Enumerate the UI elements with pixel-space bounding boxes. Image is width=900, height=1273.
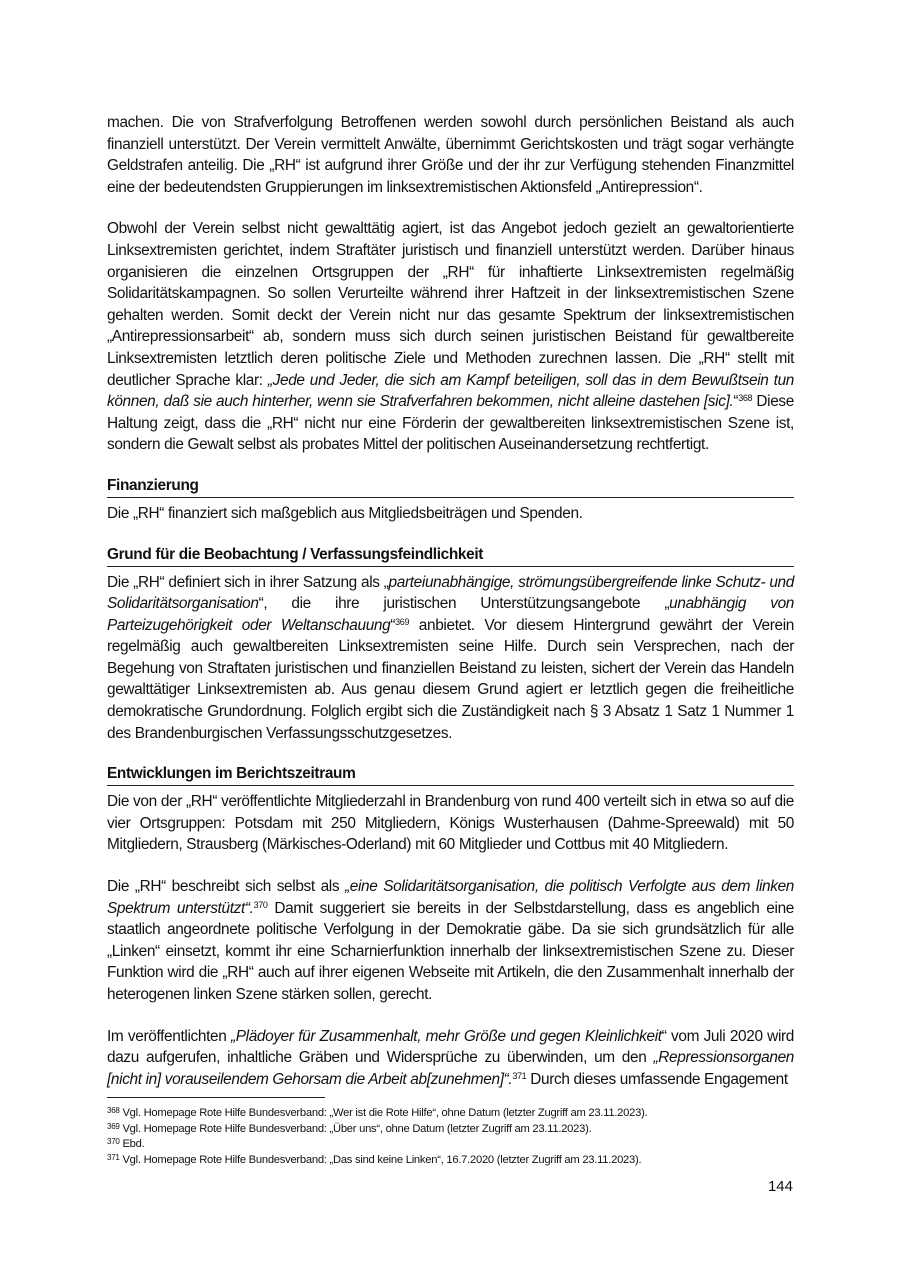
paragraph-7-text-c: Durch dieses umfassende Engagement bbox=[526, 1070, 788, 1088]
footnote-text: Vgl. Homepage Rote Hilfe Bundesverband: „Das sind keine Linken“, 16.7.2020 (letzter Zugriff am 23.11.2023). bbox=[122, 1153, 642, 1166]
quote-satzung: parteiunabhängige, strömungsübergreifende linke Schutz- und Solidaritätsorganisation bbox=[107, 573, 794, 613]
paragraph-4 bbox=[107, 572, 794, 745]
footnote-number: 369 bbox=[107, 1121, 120, 1131]
paragraph-2-text-a: Obwohl der Verein selbst nicht gewalttätig agiert, ist das Angebot jedoch gezielt an gewaltorientierte Linksextremisten gerichtet, indem Straftäter juristisch und finanziell unterstützt werden. Darüber hinaus organisieren die einzelnen Ortsgruppen der „RH“ für inhaftierte Linksextremisten regelmäßig Solidaritätskampagnen. So sollen Verurteilte während ihrer Haftzeit in der linksextremistischen Szene gehalten werden. Somit deckt der Verein nicht nur das gesamte Spektrum der linksextremistischen „Antirepressionsarbeit“ ab, sondern muss sich durch seinen juristischen Beistand für gewaltbereite Linksextremisten letztlich deren politische Ziele und Methoden zurechnen lassen. Die „RH“ stellt mit deutlicher Sprache klar: bbox=[107, 220, 794, 389]
paragraph-6-text-a: Die „RH“ beschreibt sich selbst als bbox=[107, 878, 345, 896]
footnote-369 bbox=[107, 1122, 794, 1138]
paragraph-6 bbox=[107, 876, 794, 1006]
footnote-number: 368 bbox=[107, 1106, 120, 1115]
footnote-368 bbox=[107, 1106, 794, 1122]
paragraph-7-text-a: Im veröffentlichten bbox=[107, 1027, 231, 1045]
footnote-ref-368[interactable]: 368 bbox=[738, 393, 753, 404]
quote-371: „Repressionsorganen [nicht in] vorauseilendem Gehorsam die Arbeit ab[zunehmen]“. bbox=[107, 1049, 794, 1088]
paragraph-2 bbox=[107, 218, 794, 456]
footnote-371 bbox=[107, 1153, 794, 1169]
quote-unabhaengig: unabhängig von Parteizugehörigkeit oder Weltanschauung bbox=[107, 595, 794, 634]
footnote-number: 371 bbox=[107, 1152, 120, 1162]
paragraph-4-text-a: Die „RH“ definiert sich in ihrer Satzung als „ bbox=[107, 573, 389, 591]
paragraph-4-text-c: “ bbox=[390, 616, 396, 634]
quote-370: „eine Solidaritätsorganisation, die politisch Verfolgte aus dem linken Spektrum unterstützt“. bbox=[107, 878, 795, 917]
paragraph-7-text-b: “ vom Juli 2020 wird dazu aufgerufen, inhaltliche Gräben und Widersprüche zu überwinden, um den bbox=[107, 1027, 794, 1067]
footnotes bbox=[107, 1106, 794, 1168]
footnote-370 bbox=[107, 1137, 794, 1153]
page-number: 144 bbox=[767, 1178, 793, 1195]
heading-finanzierung: Finanzierung bbox=[107, 476, 794, 498]
paragraph-4-text-b: “, die ihre juristischen Unterstützungsangebote „ bbox=[258, 595, 670, 613]
footnote-ref-369[interactable]: 369 bbox=[395, 616, 410, 627]
footnote-divider bbox=[107, 1097, 325, 1098]
footnote-text: Vgl. Homepage Rote Hilfe Bundesverband: „Wer ist die Rote Hilfe“, ohne Datum (letzter Zugriff am 23.11.2023). bbox=[122, 1107, 648, 1119]
paragraph-6-text-b: Damit suggeriert sie bereits in der Selbstdarstellung, dass es angeblich eine staatlich angeordnete politische Verfolgung in der Demokratie gäbe. Da sie sich grundsätzlich für alle „Linken“ einsetzt, kommt ihr eine Scharnierfunktion innerhalb der linksextremistischen Szene zu. Dieser Funktion wird die „RH“ auch auf ihrer eigenen Webseite mit Artikeln, die den Zusammenhalt innerhalb der heterogenen linken Szene stärken sollen, gerecht. bbox=[107, 899, 794, 1003]
footnote-ref-370[interactable]: 370 bbox=[253, 899, 268, 910]
footnote-ref-371[interactable]: 371 bbox=[512, 1070, 527, 1081]
quote-368: „Jede und Jeder, die sich am Kampf beteiligen, soll das in dem Bewußtsein tun können, daß sie auch hinterher, wenn sie Strafverfahren bekommen, nicht alleine dastehen [sic]. bbox=[107, 371, 795, 411]
paragraph-3: Die „RH“ finanziert sich maßgeblich aus Mitgliedsbeiträgen und Spenden. bbox=[107, 504, 583, 522]
paragraph-7 bbox=[107, 1026, 794, 1091]
footnote-text: Ebd. bbox=[122, 1138, 145, 1151]
paragraph-2-text-b: Diese Haltung zeigt, dass die „RH“ nicht nur eine Förderin der gewaltbereiten linksextremistischen Szene ist, sondern die Gewalt selbst als probates Mittel der politischen Auseinandersetzung rechtfertigt. bbox=[107, 393, 794, 454]
quote-368-close: “ bbox=[733, 393, 739, 411]
quote-plaedoyer: „Plädoyer für Zusammenhalt, mehr Größe und gegen Kleinlichkeit bbox=[230, 1027, 662, 1045]
footnote-text: Vgl. Homepage Rote Hilfe Bundesverband: „Über uns“, ohne Datum (letzter Zugriff am 23.11.2023). bbox=[122, 1122, 592, 1135]
page-body bbox=[107, 112, 794, 1090]
heading-entwicklungen: Entwicklungen im Berichtszeitraum bbox=[107, 764, 794, 786]
footnote-number: 370 bbox=[107, 1137, 120, 1147]
heading-grund: Grund für die Beobachtung / Verfassungsfeindlichkeit bbox=[107, 545, 794, 567]
paragraph-4-text-d: anbietet. Vor diesem Hintergrund gewährt der Verein regelmäßig auch gewaltbereiten Linksextremisten seine Hilfe. Durch sein Versprechen, nach der Begehung von Straftaten juristischen und finanziellen Beistand zu leisten, sichert der Verein das Handeln gewalttätiger Linksextremisten ab. Aus genau diesem Grund agiert er letztlich gegen die freiheitliche demokratische Grundordnung. Folglich ergibt sich die Zuständigkeit nach § 3 Absatz 1 Satz 1 Nummer 1 des Brandenburgischen Verfassungsschutzgesetzes. bbox=[107, 616, 794, 742]
paragraph-5: Die von der „RH“ veröffentlichte Mitgliederzahl in Brandenburg von rund 400 verteilt sich in etwa so auf die vier Ortsgruppen: Potsdam mit 250 Mitgliedern, Königs Wusterhausen (Dahme-Spreewald) mit 50 Mitgliedern, Strausberg (Märkisches-Oderland) mit 60 Mitglieder und Cottbus mit 40 Mitgliedern. bbox=[107, 793, 794, 854]
paragraph-1: machen. Die von Strafverfolgung Betroffenen werden sowohl durch persönlichen Beistand als auch finanziell unterstützt. Der Verein vermittelt Anwälte, übernimmt Gerichtskosten und trägt sogar verhängte Geldstrafen anteilig. Die „RH“ ist aufgrund ihrer Größe und der ihr zur Verfügung stehenden Finanzmittel eine der bedeutendsten Gruppierungen im linksextremistischen Aktionsfeld „Antirepression“. bbox=[107, 114, 794, 196]
